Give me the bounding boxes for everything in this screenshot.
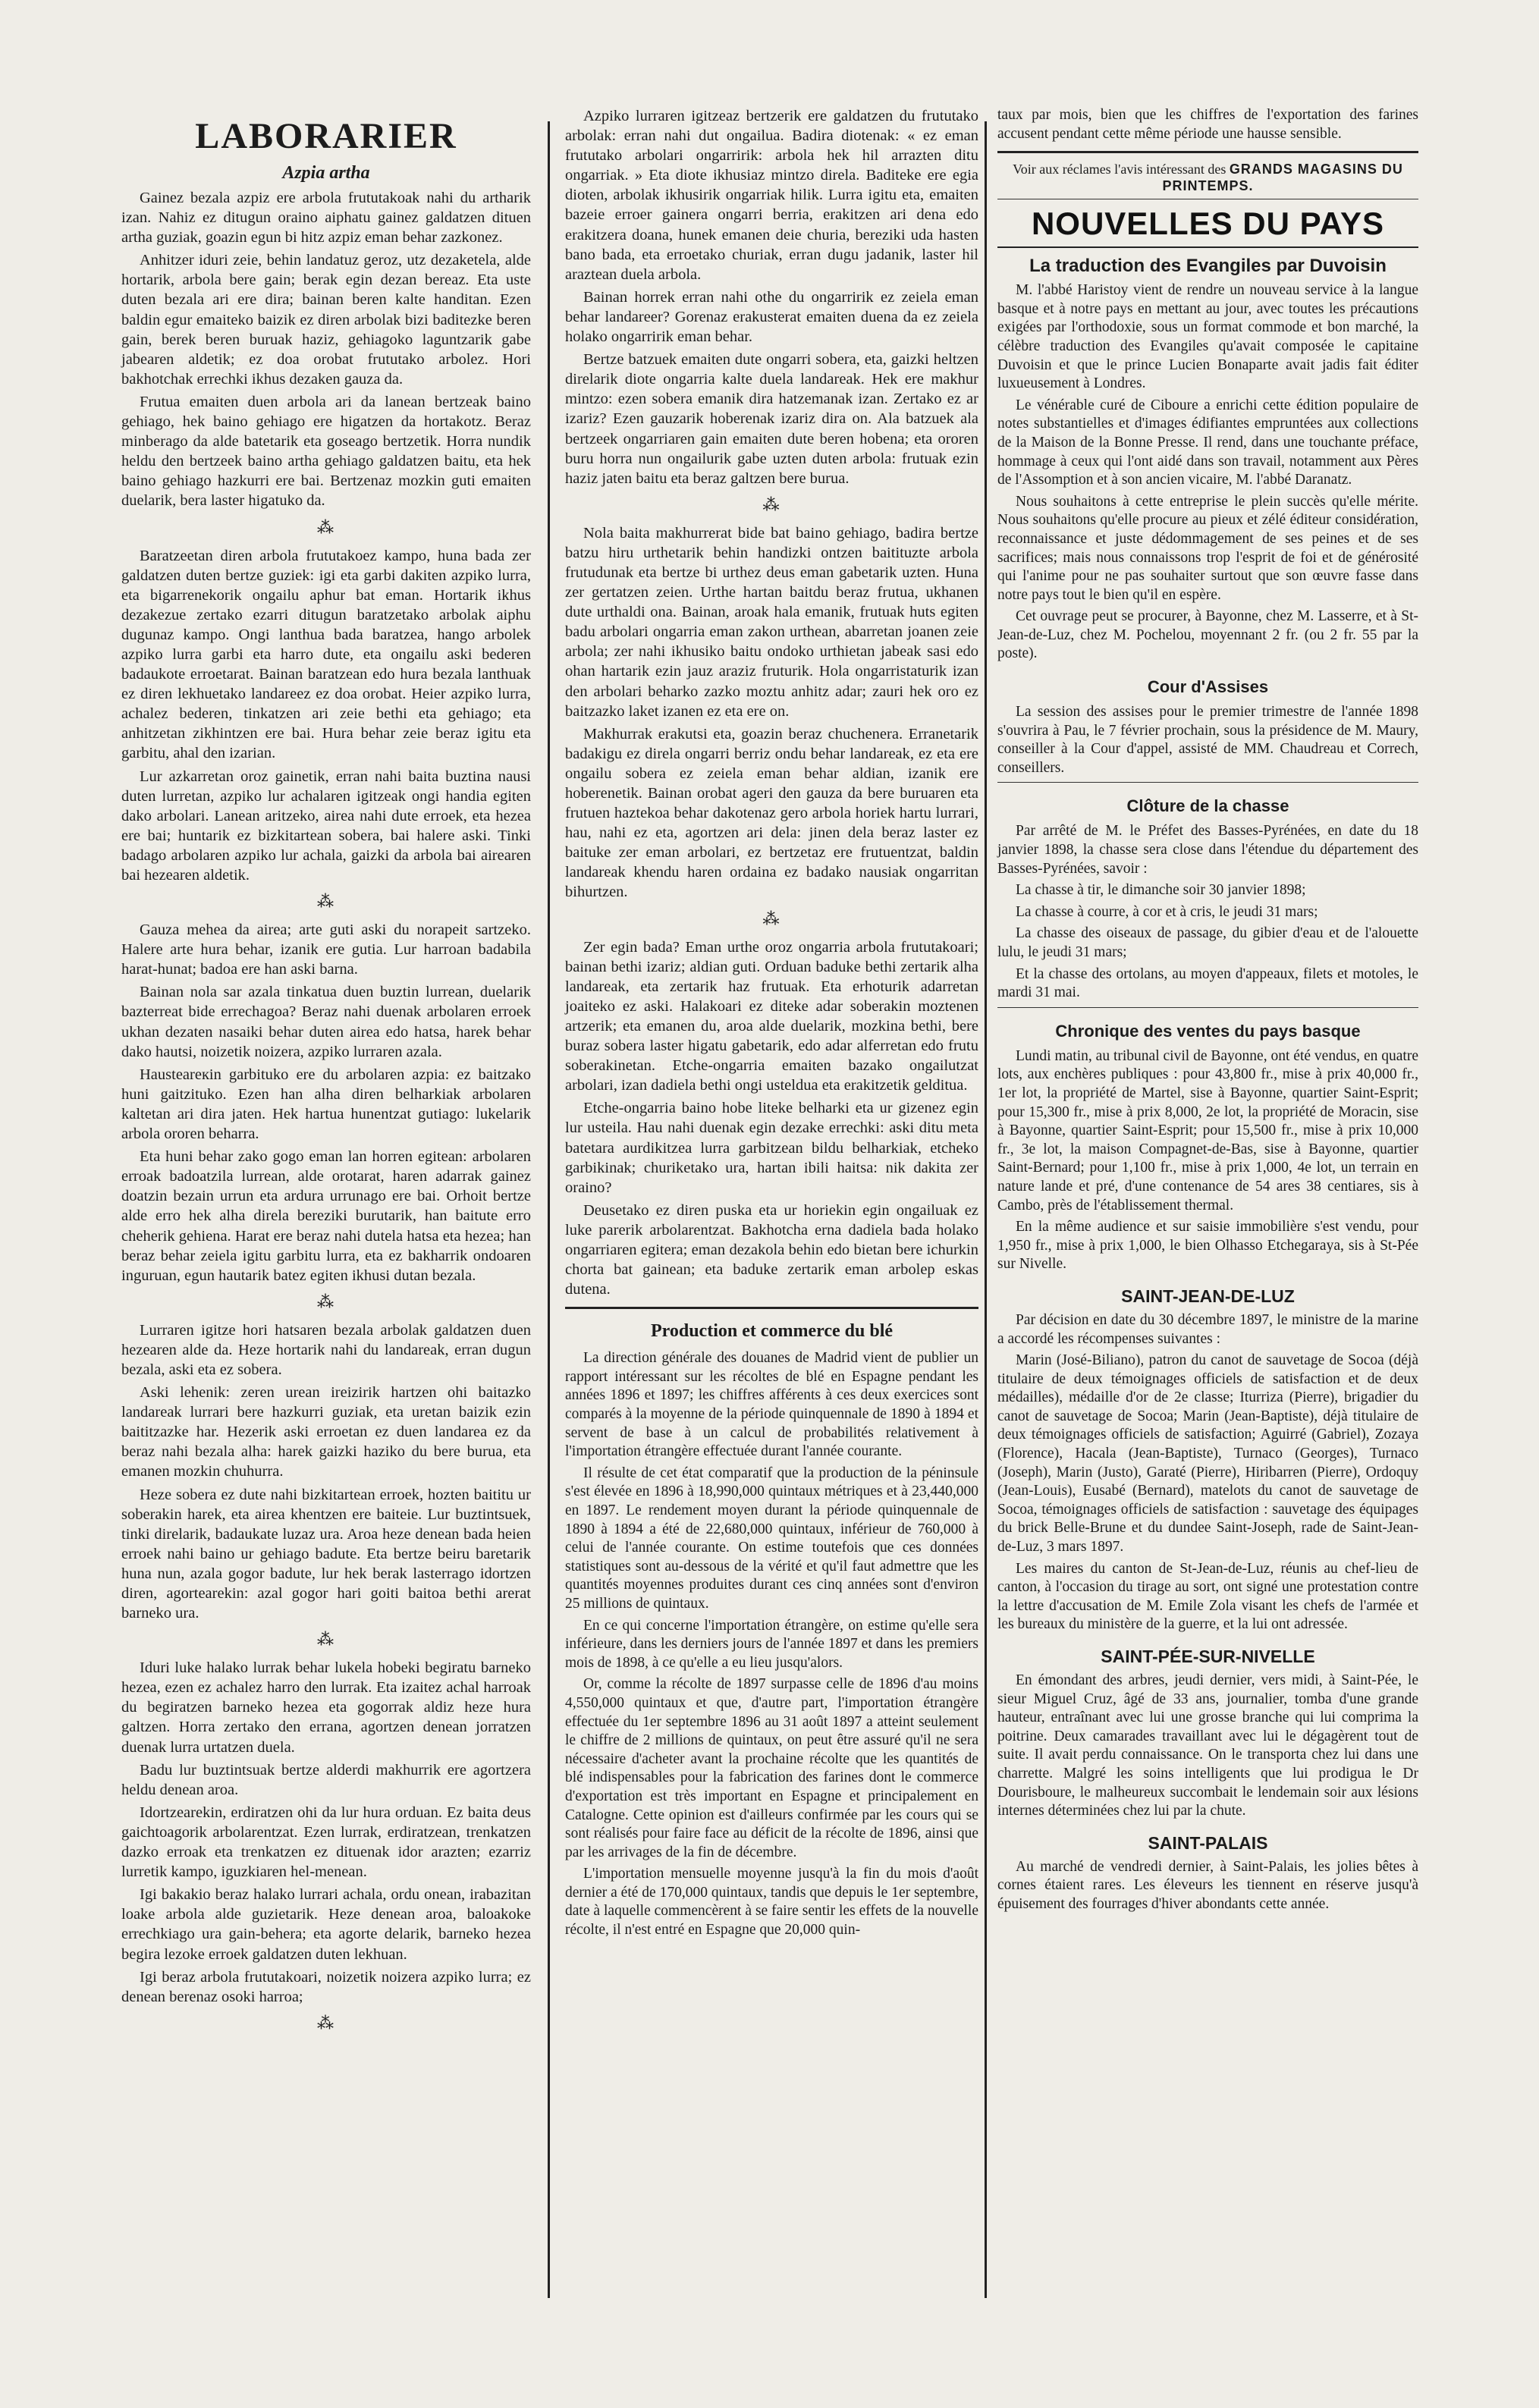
paragraph: Or, comme la récolte de 1897 surpasse celle de 1896 d'au moins 4,550,000 quintaux et que, d'autre part, l'importation étrangère effectuée du 1er septembre 1896 au 31 août 1897 a atteint seulement le chiffre de 2 millions de quintaux, on peut être assuré qu'il ne sera nécessaire d'acheter avant la prochaine récolte que les quantités de blé indispensables pour la fabrication des farines dont le commerce d'exportation est très important en Espagne et principalement en Catalogne. Cette opinion est d'ailleurs confirmée par les cours qui se sont réalisés pour faire face au déficit de la récolte de 1896, ainsi que par les arrivages de la fin de décembre. <box>565 1676 978 1860</box>
paragraph: Lurraren igitze hori hatsaren bezala arbolak galdatzen duen hezearen alde da. Heze hortarik nahi du landareak, erran dugun bezala, aski eta ez sobera. <box>121 1321 531 1378</box>
separator: ⁂ <box>317 517 335 537</box>
column-3 <box>997 106 1418 1917</box>
advert-notice <box>997 161 1418 194</box>
section-title: NOUVELLES DU PAYS <box>997 206 1418 248</box>
column-rule <box>548 121 550 2298</box>
paragraph: La session des assises pour le premier trimestre de l'année 1898 s'ouvrira à Pau, le 7 février prochain, sous la présidence de M. Maury, conseiller à la Cour d'appel, assisté de MM. Chaudreau et Correch, conseillers. <box>997 704 1418 776</box>
paragraph: Eta huni behar zako gogo eman lan horren egitean: arbolaren erroak badoatzila lurrean, alde orotarat, haren adarrak gainez doatzin bezain urrun eta ardura urrunago ere bai. Orhoit bertze alde erro hek alha direla bereziki burutarik, han baitute erro cheherik gehiena. Harat ere beraz nahi dutela hatsa eta hezea; han beraz behar zeiela igitu garbitu lurra, eta ez bakharrik ondoaren inguruan, egun hautarik batez egiten ikhusi dutan bezala. <box>121 1148 531 1284</box>
paragraph: Marin (José-Biliano), patron du canot de sauvetage de Socoa (déjà titulaire de deux témoignages officiels de satisfaction et de deux médailles), médaille d'or de 2e classe; Iturriza (Pierre), brigadier du canot de sauvetage de Socoa; Marin (Jean-Baptiste), déjà titulaire de deux témoignages officiels de satisfaction; Aguirré (Gabriel), Zozaya (Florence), Hacala (Jean-Baptiste), Turnaco (Georges), Turnaco (Joseph), Marin (Justo), Garaté (Pierre), Hiribarren (Pierre), Ordoquy (Jean-Louis), Eusabé (Bernard), matelots du canot de sauvetage de Socoa, témoignages officiels de satisfaction : sauvetage des équipages du brick Belle-Brune et du dundee Saint-Joseph, rade de Saint-Jean-de-Luz, 3 mars 1897. <box>997 1352 1418 1556</box>
divider <box>997 782 1418 783</box>
paragraph: Bertze batzuek emaiten dute ongarri sobera, eta, gaizki heltzen direlarik diote ongarria kalte duela landareak. Hek ere makhur mintzo: ezen sobera emanik dira hatzemanak izan. Zertako ez ar izariz? Ezen gauzarik hoberenak izariz dira on. Ala batzuek ala bertzeek ongarriaren gain emaiten dute beren hobena; eta ororen buru horra nun ongailurik gabe uzten duten arbola: frutuak ezin haziz jaten baitu eta beraz galtzen bere burua. <box>565 351 978 487</box>
paragraph: Hausteareкin garbituko ere du arbolaren azpia: ez baitzako huni gaitzituko. Ezen han alha diren belharkiak arbolaren kaltetan ari dira jaten. Hek hartua hunentzat gutiago: lukelarik arbola ororen beharra. <box>121 1066 531 1143</box>
article-subtitle: Azpia artha <box>282 163 370 183</box>
divider <box>997 1007 1418 1008</box>
separator: ⁂ <box>762 909 781 928</box>
article-title: Cour d'Assises <box>1147 677 1269 697</box>
paragraph: Bainan horrek erran nahi othe du ongarririk ez zeiela eman behar landareer? Gorenaz erakusterat emaiten duena da ez zeiela holako ongarririk eman behar. <box>565 288 978 346</box>
paragraph: Les maires du canton de St-Jean-de-Luz, réunis au chef-lieu de canton, à l'occasion du tirage au sort, ont signé une protestation contre la lettre d'accusation de M. Emile Zola visant les chefs de l'armée et les bureaux du ministère de la guerre, et la lui ont adressée. <box>997 1560 1418 1633</box>
paragraph: En ce qui concerne l'importation étrangère, on estime qu'elle sera inférieure, dans les derniers jours de l'année 1897 et dans les premiers mois de 1898, à ce qu'elle a eu lieu jusqu'alors. <box>565 1617 978 1671</box>
article-title: SAINT-PÉE-SUR-NIVELLE <box>1101 1647 1315 1666</box>
separator: ⁂ <box>317 1630 335 1650</box>
paragraph: Deusetako ez diren puska eta ur horiekin egin ongailuak ez luke parerik arbolarentzat. Bakhotcha ernа dadiela bada holako ongarriaren egitera; eman dezakola behin edo bietan bere ichurkin chorta bat gainean; eta baduke zertarik eman arbolер eskas dutena. <box>565 1201 978 1298</box>
paragraph: Par décision en date du 30 décembre 1897, le ministre de la marine a accordé les récompenses suivantes : <box>997 1311 1418 1347</box>
separator: ⁂ <box>762 494 781 514</box>
article-title: Clôture de la chasse <box>1126 796 1289 816</box>
article-title: Chronique des ventes du pays basque <box>1055 1021 1361 1041</box>
paragraph: Zer egin bada? Eman urthe oroz ongarria arbola frututakoari; bainan bethi izariz; aldian guti. Orduan baduke bethi zertarik alha landareak, eta zertarik haz frutuak. Eta erhoturik adarretan joaiteko ez aski. Halakoari ez diteke adar soberakin moztenen artzerik; eta emanen du, aroa alde duelarik, mozkina bethi, bere buraz sobera laster higatu gabetarik, edo adar alferretan edo frutu soberakinetan. Etche-ongarria emaiten bazako ongailutzat arbolari, izan dadiela bethi ongi usteldua eta erakitzetik geldituа. <box>565 938 978 1094</box>
paragraph: Anhitzer iduri zeie, behin landatuz geroz, utz dezaketela, alde hortarik, arbola bere gain; berak egin dezan bereaz. Eta uste duten bezala ari ere dira; bainan beren kalte handitan. Ezen baldin egur emaiteko baizik ez diren arbolak bizi baditezke beren gain, berek beren buruak haziz, gehiagoko laguntzarik gabe jabearen aldetik; ez doa orobat frututako arbolez. Hori bakhotchak errechki ikhus dezaken gauza da. <box>121 252 531 388</box>
paragraph: L'importation mensuelle moyenne jusqu'à la fin du mois d'août dernier a été de 170,000 quintaux, tandis que depuis le 1er septembre, date à laquelle commencèrent à se faire sentir les effets de la nouvelle récolte, il n'est entré en Espagne que 20,000 quin- <box>565 1866 978 1939</box>
article-title: SAINT-PALAIS <box>1148 1832 1268 1853</box>
paragraph: Etche-ongarria baino hobe liteke belharki eta ur gizenez egin lur usteila. Hau nahi duenak egin dezake errechki: aski ditu meta batetara aurdikitzea lurra garbitzean bildu belharkiak, etcheko garbikinak; churiketako ura, hartan ibili haitsa: nik dakita zer oraino? <box>565 1100 978 1196</box>
paragraph: Le vénérable curé de Ciboure a enrichi cette édition populaire de notes substantielles et d'images édifiantes empruntées aux collections de la Maison de la Bonne Presse. Il rend, dans une touchante préface, hommage à ceux qui l'ont aidé dans son travail, notamment aux Pères de l'Assomption et à son ancien vicaire, M. l'abbé Daranatz. <box>997 397 1418 488</box>
paragraph: Lundi matin, au tribunal civil de Bayonne, ont été vendus, en quatre lots, aux enchères publiques : pour 43,800 fr., mise à prix 40,000 fr., 1er lot, la propriété de Martel, sise à Bayonne, quartier Saint-Esprit; pour 15,300 fr., mise à prix 8,000, 2e lot, la propriété de Moracin, sise à Bayonne, quartier Saint-Esprit; pour 15,500 fr., mise à prix 10,000 fr., 3e lot, la maison Compagnet-de-Bas, sise à Bayonne, quartier Saint-Bernard; pour 1,100 fr., mise à prix 1,000, 4e lot, un terrain en nature lande et pré, d'une contenance de 54 ares 38 centiares, sis à Cambo, près de l'établissement thermal. <box>997 1047 1418 1213</box>
divider <box>997 151 1418 153</box>
paragraph: Lur azkarretan oroz gainetik, erran nahi baita buztina nausi duten lurretan, azpiko lur achalaren igitzeak ongi handia egiten dako arbolari. Lanean aritzeko, airea nahi dute erroek, eta hezea ere bai; huntarik ez bizkitartean sobera, bai halere aski. Tinki badago arbolaren azpiko lur achala, gaizki da arbola bai airearen bai hezearen aldetik. <box>121 768 531 884</box>
paragraph: Igi bakakio beraz halako lurrari achala, ordu onean, irabazitan loake arbola alde guzietarik. Heze denean aroa, baloakoke errechkiago ura gain-behera; eta agorte delarik, barneko hezea begira lezoke erroek galdatzen duten lekhuan. <box>121 1886 531 1963</box>
paragraph: Igi beraz arbola frututakoari, noizetik noizera azpiko lurra; ez denean berenaz osoki harroa; <box>121 1968 531 2005</box>
paragraph: Nous souhaitons à cette entreprise le plein succès qu'elle mérite. Nous souhaitons qu'elle procure au pieux et zélé éditeur considération, reconnaissance et juste dédommagement de ses peines et de ses sacrifices; mais nous connaissons trop l'esprit de foi et de générosité qui l'anime pour ne pas souhaiter surtout que son œuvre fasse dans notre pays tout le bien qu'il en espère. <box>997 493 1418 603</box>
paragraph: Par arrêté de M. le Préfet des Basses-Pyrénées, en date du 18 janvier 1898, la chasse sera close dans l'étendue du département des Basses-Pyrénées, savoir : <box>997 823 1418 877</box>
paragraph: Bainan nola sar azala tinkatua duen buztin lurrean, duelarik bazterreat bide errechagoa? Beraz nahi duenak arbolaren erroek ukhan dezaten nasaiki behar duten airea edo hatsa, harek behar dako hautsi, noizetik noizera, azpiko lurraren azala. <box>121 984 531 1060</box>
paragraph: Gainez bezala azpiz ere arbola frututakoak nahi du artharik izan. Nahiz ez ditugun oraino aiphatu gainez galdatzen dituen artha guziak, goazin egun bi hitz azpiz eman behar zazkonez. <box>121 190 531 246</box>
paragraph: La chasse des oiseaux de passage, du gibier d'eau et de l'alouette lulu, le jeudi 31 mars; <box>997 925 1418 960</box>
paragraph: M. l'abbé Haristoy vient de rendre un nouveau service à la langue basque et à notre pays en mettant au jour, avec toutes les précautions exigées par l'orthodoxie, sous un format commode et bon marché, la célèbre traduction des Evangiles qu'avait composée le capitaine Duvoisin et que le prince Lucien Bonaparte avait jadis fait éditer luxueusement à Londres. <box>997 282 1418 392</box>
paragraph: Et la chasse des ortolans, au moyen d'appeaux, filets et motoles, le mardi 31 mai. <box>997 965 1418 1001</box>
paragraph: La chasse à courre, à cor et à cris, le jeudi 31 mars; <box>1016 903 1318 920</box>
paragraph: La direction générale des douanes de Madrid vient de publier un rapport intéressant sur les récoltes de blé en Espagne pendant les années 1896 et 1897; les chiffres afférents à ces deux exercices sont comparés à la moyenne de la période quinquennale de 1890 à 1894 et servent de base à un calcul de probabilités relativement à l'importation étrangère effectuée durant l'année courante. <box>565 1350 978 1460</box>
article-title: Production et commerce du blé <box>650 1321 894 1342</box>
paragraph: Cet ouvrage peut se procurer, à Bayonne, chez M. Lasserre, et à St-Jean-de-Luz, chez M. Pochelou, moyennant 2 fr. (ou 2 fr. 55 par la poste). <box>997 608 1418 662</box>
paragraph: taux par mois, bien que les chiffres de l'exportation des farines accusent pendant cette même période une hausse sensible. <box>997 107 1418 142</box>
column-2 <box>565 106 978 1943</box>
notice-text: Voir aux réclames l'avis intéressant des <box>1013 162 1226 177</box>
paragraph: Frutua emaiten duen arbola ari da lanean bertzeak baino gehiago, hek baino gehiago ere higatzen da hortakotz. Beraz minberago da alde batetarik eta goseago bertzetik. Horra nundik heldu den bertzeek baino artha gehiago galdatzen baitu, eta hek baino gehiago hazkurri ere bai. Bertzenaz mozkin guti emaiten duelarik, bera laster higatuko da. <box>121 393 531 510</box>
divider <box>565 1307 978 1309</box>
article-title: La traduction des Evangiles par Duvoisin <box>1029 256 1387 277</box>
paragraph: En la même audience et sur saisie immobilière s'est vendu, pour 1,950 fr., mise à prix 1,000, le bien Olhasso Etchegaraya, sis à St-Pée sur Nivelle. <box>997 1219 1418 1273</box>
paragraph: Azpiko lurraren igitzeaz bertzerik ere galdatzen du frututako arbolak: erran nahi dut ongailua. Badira diotenak: « ez eman frututako arbolari ongarririk: arbola hek hil arrazten ditu ongarriak. » Eta diote ikhusiaz mintzo direla. Baditeke ere egia dioten, arbolak ikhusirik ongarriak hilik. Lurra igitu eta, emaiten bazeie erroer gainera ongarri berria, erakitzen ari dena edo erakitzera doana, hunek emanen deie churia, bereziki uda hasten bano bada, eta erroetako churiak, erran dugu jadanik, laster hil araztean duela arbola. <box>565 108 978 283</box>
paragraph: Heze sobera ez dute nahi bizkitartean erroek, hozten baititu ur soberakin harek, eta airea khentzen ere baiteie. Lur buztintsuek, tinki direlarik, badaukate luzaz ura. Aroa heze denean bada heien erroek nahi baino ur gehiago badute. Eta bertze beiru baretarik huna nun, azala gogor badute, lur hek berak lasterrago idortzen diren, agortearekin: azal gogor hari goiti baitoa bethi arerat barneko ura. <box>121 1486 531 1622</box>
separator: ⁂ <box>317 2013 335 2033</box>
paragraph: Il résulte de cet état comparatif que la production de la péninsule s'est élevée en 1896 à 18,990,000 quintaux métriques et à 23,440,000 en 1897. Le rendement moyen durant la période quinquennale de 1890 à 1894 a été de 22,680,000 quintaux, inférieur de 760,000 à celui de l'année courante. On estime toutefois que ces données statistiques sont au-dessous de la vérité et qu'il faut admettre que les quantités moyennes produites durant ces cinq années sont d'environ 25 millions de quintaux. <box>565 1465 978 1612</box>
notice-store: GRANDS MAGASINS DU PRINTEMPS. <box>1162 162 1403 194</box>
column-1 <box>121 106 531 2042</box>
paragraph: Idortzearekin, erdiratzen ohi da lur hura orduan. Ez baita deus gaichtoagorik arbolarentzat. Ezen lurrak, erdiratzean, trenkatzen dazko erroak eta trenkatzen ez dituenak idor arazten; ezarriz lurretik kampo, iguzkiaren hel-menean. <box>121 1804 531 1881</box>
paragraph: La chasse à tir, le dimanche soir 30 janvier 1898; <box>1016 882 1306 899</box>
separator: ⁂ <box>317 1292 335 1311</box>
section-title: LABORARIER <box>195 116 457 156</box>
paragraph: Aski lehenik: zeren urean ireizirik hartzen ohi baitazko landareak lurrari bere hazkurri guziak, eta uretan baizik ezin baititzazke har. Hezerik aski erroetan ez duen landarea ez da beraz nahi bezala alha: harek gaizki haziko du bere burua, eta emanen mozkin chuhurra. <box>121 1384 531 1480</box>
paragraph: Makhurrak erakutsi eta, goazin beraz chuchenera. Erranetarik badakigu ez direla ongarri berriz ondu behar landareak, ez eta ere ongailu sobera ez zeiela eman behar aldian, izanik ere hoberenetik. Bainan orobat ageri den gauza da bere buruaren eta frutuen haztekoa behar dakotenaz gero arbola horiek hartu lurrari, hau, nahi ez eta, agortzen ari dela: jinen dela beraz laster ez baituke zer eman arbolari, ez bertzetaz ere frutuentzat, baldin landareak khendu haren ordaina ez badako nausiak ongarritan bihurtzen. <box>565 725 978 901</box>
paragraph: Nola baita makhurrerat bide bat baino gehiago, badira bertze batzu hiru urthetarik behin handizki ontzen baitituzte arbola frutudunak eta bertze bi urthez deus eman gabetarik uzten. Huna zer gertatzen zeien. Urthe hartan baitdu beraz frutua, ukhanen dute urthaldi ona. Bainan, aroak hala emanik, frutuak huts egiten badu arbolari ongarria eman zakon urthean, abarretan joanen zeie arbola; zer nahi ikhusiko baitu ondoko urthietan jabeak sasi edo ohan hartarik ezin jauz araziz fruturik. Hola ongarristaturik izan den arbolari beharko zazko moztu anhitz adar; zauri hek oro ez baitzazko laket izanen ez eta ere on. <box>565 524 978 720</box>
paragraph: Baratzeetan diren arbola frututakoez kampo, huna bada zer galdatzen duten bertze guziek: igi eta garbi dakiten azpiko lurra, eta bigarrenekorik ongailu aphur bat eman. Hortarik ikhus dezakezue zertako ezarri ditugun baratzetako arbolak aiphu dugunaz kampo. Ongi lanthua bada baratzea, hango arbolek azpiko lurra garbi eta harro dute, eta ongailu aski bederen badaukote erroetarat. Bainan baratzean edo hura bezala lanthuak ez diren lekhuetako landareez ez doa orobat. Heier azpiko lurra, achalez bederen, tinkatzen ari zeie bethi eta gehiago; eta anhitzetan zikhintzen ere bai. Hura behar zeie beraz igitu eta garbitu, ahal den izarian. <box>121 547 531 762</box>
article-title: SAINT-JEAN-DE-LUZ <box>1121 1286 1295 1306</box>
paragraph: Iduri luke halako lurrak behar lukela hobeki begiratu barneko hezea, ezen ez achalez harro den lurrak. Eta izaitez achal harroak du begiratzen barneko hezea eta gogorrak aldiz heze hura galtzen. Horra zertako den errana, agortzen denean jorratzen duenak lurra urtatzen duela. <box>121 1659 531 1756</box>
column-rule <box>985 121 987 2298</box>
paragraph: Gauza mehea da airea; arte guti aski du norapeit sartzeko. Halere arte hura behar, izanik ere gutia. Lur harroan badabila harat-hunat; badoa ere han aski barna. <box>121 921 531 978</box>
paragraph: Badu lur buztintsuak bertze alderdi makhurrik ere agortzera heldu denean aroa. <box>121 1761 531 1798</box>
paragraph: Au marché de vendredi dernier, à Saint-Palais, les jolies bêtes à cornes étaient rares. Les éleveurs les tiennent en réserve jusqu'à épuisement des fourrages d'hiver abondants cette année. <box>997 1858 1418 1912</box>
paragraph: En émondant des arbres, jeudi dernier, vers midi, à Saint-Pée, le sieur Miguel Cruz, âgé de 33 ans, journalier, tomba d'une grande hauteur, entraînant avec lui une grosse branche qui lui comprima la poitrine. Deux camarades travaillant avec lui le dégagèrent tout de suite. Il avait perdu connaissance. On le transporta chez lui dans une charrette. Malgré les soins intelligents que lui prodigua le Dr Dourisboure, le malheureux succombait le lendemain soir aux lésions internes déterminées chez lui par la chute. <box>997 1672 1418 1819</box>
separator: ⁂ <box>317 892 335 912</box>
